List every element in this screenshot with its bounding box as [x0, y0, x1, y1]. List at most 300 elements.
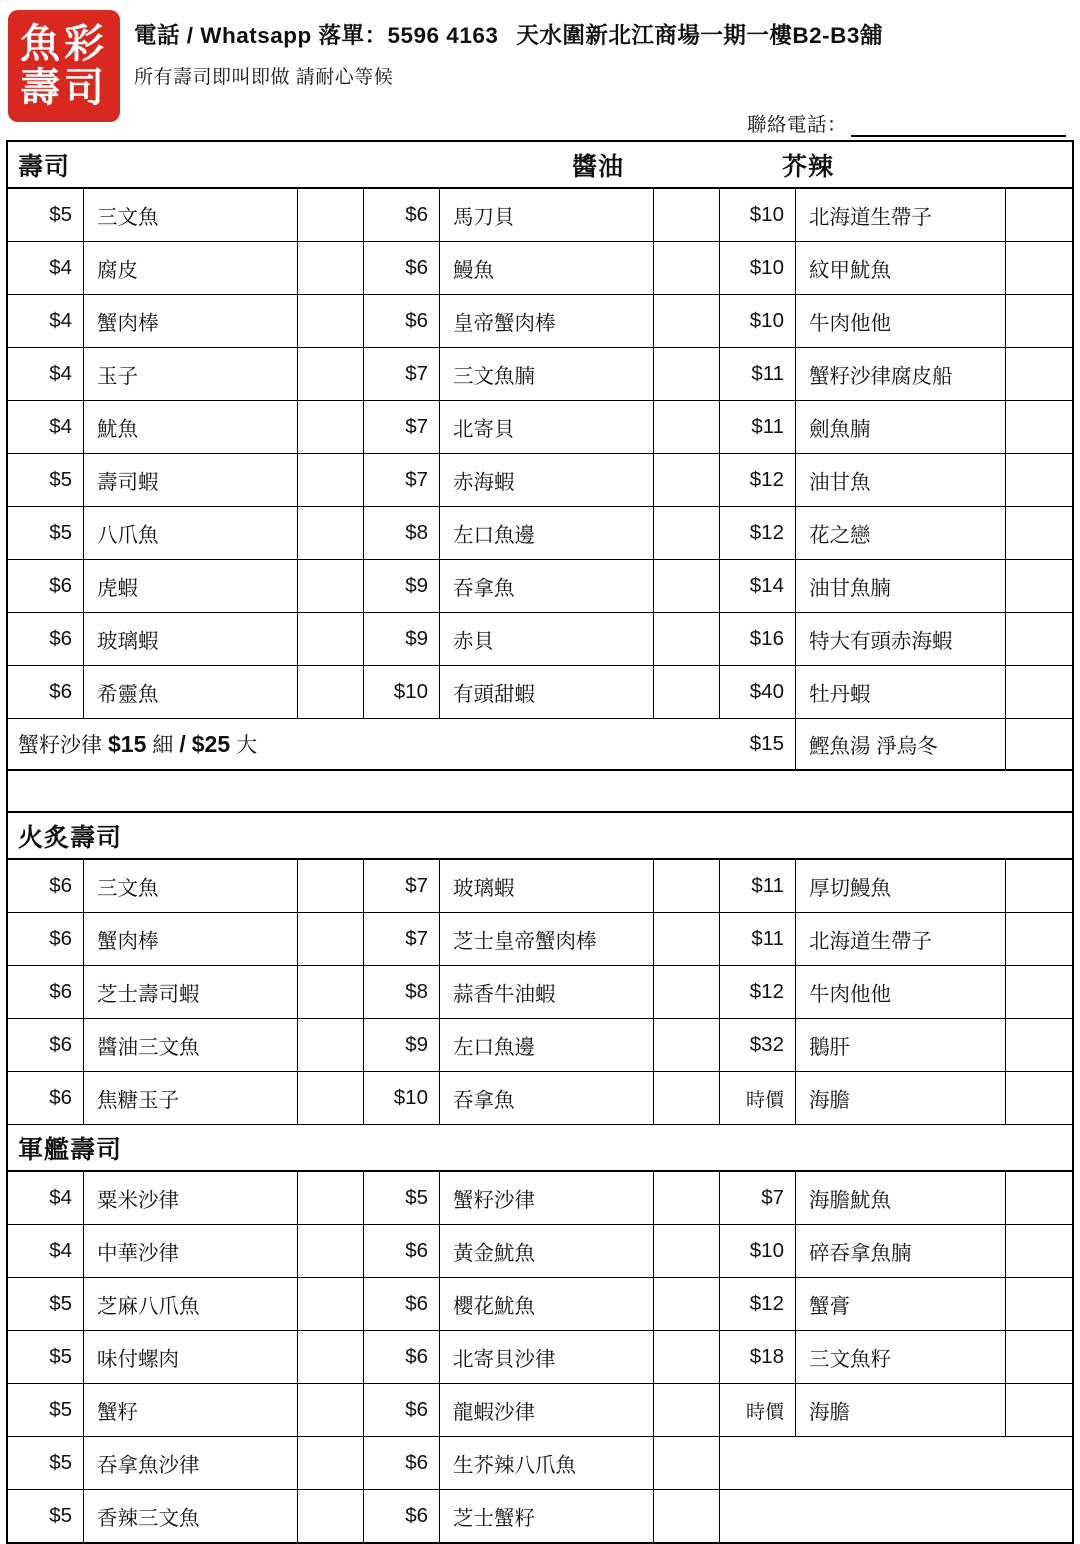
item-name: 八爪魚 — [84, 507, 298, 559]
menu-table — [6, 140, 1074, 1544]
menu-item[interactable] — [8, 1072, 364, 1124]
item-qty-box[interactable] — [654, 242, 720, 294]
item-name: 芝士蟹籽 — [440, 1490, 654, 1542]
menu-item[interactable] — [8, 1225, 364, 1277]
table-row — [8, 860, 1072, 913]
menu-item[interactable] — [364, 189, 720, 241]
item-price: $7 — [364, 860, 440, 912]
item-price: $6 — [364, 1225, 440, 1277]
item-name: 特大有頭赤海蝦 — [796, 613, 1006, 665]
item-qty-box[interactable] — [654, 1172, 720, 1224]
menu-item[interactable] — [364, 1172, 720, 1224]
table-row — [8, 913, 1072, 966]
item-price: 時價 — [720, 1384, 796, 1436]
item-qty-box[interactable] — [654, 913, 720, 965]
item-qty-box[interactable] — [654, 1331, 720, 1383]
udon-soup-entry[interactable] — [720, 719, 1072, 769]
table-row — [8, 242, 1072, 295]
item-qty-box[interactable] — [298, 189, 364, 241]
section-spacer — [8, 771, 1072, 813]
item-name: 粟米沙律 — [84, 1172, 298, 1224]
logo-line-1: 魚彩 — [20, 21, 108, 66]
item-name: 三文魚 — [84, 860, 298, 912]
item-name: 醬油三文魚 — [84, 1019, 298, 1071]
crab-roe-salad-price-small: $15 — [108, 731, 147, 757]
item-qty-box[interactable] — [654, 1019, 720, 1071]
item-price: 時價 — [720, 1072, 796, 1124]
item-qty-box[interactable] — [1006, 189, 1072, 241]
item-name: 壽司蝦 — [84, 454, 298, 506]
menu-item[interactable] — [720, 242, 1072, 294]
item-name: 左口魚邊 — [440, 1019, 654, 1071]
crab-roe-salad-price-large: $25 — [191, 731, 231, 757]
item-qty-box[interactable] — [298, 560, 364, 612]
item-price: $12 — [720, 966, 796, 1018]
item-qty-box[interactable] — [298, 242, 364, 294]
item-qty-box[interactable] — [654, 1278, 720, 1330]
menu-item[interactable] — [364, 242, 720, 294]
item-price: $7 — [364, 348, 440, 400]
item-price: $5 — [8, 507, 84, 559]
item-price: $6 — [364, 189, 440, 241]
item-name: 中華沙律 — [84, 1225, 298, 1277]
item-qty-box[interactable] — [1006, 560, 1072, 612]
item-price: $18 — [720, 1331, 796, 1383]
item-price: $11 — [720, 860, 796, 912]
item-name: 鰻魚 — [440, 242, 654, 294]
item-qty-box[interactable] — [654, 295, 720, 347]
item-price: $10 — [364, 1072, 440, 1124]
item-name: 蟹膏 — [796, 1278, 1006, 1330]
item-name: 劍魚腩 — [796, 401, 1006, 453]
item-qty-box[interactable] — [298, 295, 364, 347]
item-price: $9 — [364, 560, 440, 612]
menu-item[interactable] — [8, 1490, 364, 1542]
menu-item[interactable] — [364, 1331, 720, 1383]
item-qty-box[interactable] — [654, 348, 720, 400]
item-name: 吞拿魚沙律 — [84, 1437, 298, 1489]
menu-item[interactable] — [720, 507, 1072, 559]
item-name: 厚切鰻魚 — [796, 860, 1006, 912]
item-qty-box[interactable] — [298, 1172, 364, 1224]
item-qty-box[interactable] — [1006, 1225, 1072, 1277]
menu-item[interactable] — [720, 913, 1072, 965]
item-price: $11 — [720, 348, 796, 400]
table-row — [8, 1072, 1072, 1125]
item-qty-box[interactable] — [298, 507, 364, 559]
item-name: 芝士壽司蝦 — [84, 966, 298, 1018]
item-name: 三文魚籽 — [796, 1331, 1006, 1383]
menu-item[interactable] — [364, 348, 720, 400]
restaurant-logo — [8, 10, 120, 122]
menu-item[interactable] — [8, 560, 364, 612]
menu-item[interactable] — [364, 666, 720, 718]
item-price: $6 — [364, 1331, 440, 1383]
section-condiments — [572, 147, 1072, 183]
table-row — [8, 613, 1072, 666]
menu-item[interactable] — [720, 295, 1072, 347]
menu-item[interactable] — [8, 189, 364, 241]
menu-item[interactable] — [720, 454, 1072, 506]
price-separator: / — [179, 731, 186, 757]
item-name: 馬刀貝 — [440, 189, 654, 241]
menu-item[interactable] — [8, 666, 364, 718]
menu-item[interactable] — [8, 1019, 364, 1071]
section-header-aburi — [8, 813, 1072, 860]
contact-phone-label: 聯絡電話： — [746, 114, 847, 136]
item-price: $5 — [8, 1490, 84, 1542]
table-row — [8, 348, 1072, 401]
empty-cell — [720, 1437, 1072, 1489]
item-qty-box[interactable] — [654, 860, 720, 912]
item-price: $14 — [720, 560, 796, 612]
item-qty-box[interactable] — [654, 1225, 720, 1277]
crab-roe-salad-label: 蟹籽沙律 — [18, 734, 102, 757]
item-price: $6 — [364, 1384, 440, 1436]
menu-item[interactable] — [8, 1278, 364, 1330]
item-price: $6 — [8, 1072, 84, 1124]
menu-item[interactable] — [364, 507, 720, 559]
condiment-soy-label: 醬油 — [572, 152, 625, 181]
contact-phone-input[interactable] — [851, 117, 1066, 137]
item-price: $6 — [364, 1490, 440, 1542]
item-qty-box[interactable] — [298, 666, 364, 718]
item-price: $11 — [720, 401, 796, 453]
menu-item[interactable] — [720, 1172, 1072, 1224]
menu-item[interactable] — [8, 295, 364, 347]
item-qty-box[interactable] — [298, 1490, 364, 1542]
item-qty-box[interactable] — [654, 1437, 720, 1489]
table-row — [8, 1331, 1072, 1384]
item-price: $5 — [8, 1437, 84, 1489]
item-qty-box[interactable] — [298, 348, 364, 400]
menu-item[interactable] — [8, 613, 364, 665]
customer-contact-row — [134, 109, 1070, 137]
item-name: 香辣三文魚 — [84, 1490, 298, 1542]
item-price: $6 — [364, 242, 440, 294]
menu-item[interactable] — [720, 560, 1072, 612]
item-name: 牛肉他他 — [796, 966, 1006, 1018]
item-qty-box[interactable] — [298, 860, 364, 912]
menu-item[interactable] — [364, 454, 720, 506]
item-name: 北海道生帶子 — [796, 913, 1006, 965]
item-name: 黃金魷魚 — [440, 1225, 654, 1277]
item-name: 芝麻八爪魚 — [84, 1278, 298, 1330]
menu-item[interactable] — [8, 348, 364, 400]
item-qty-box[interactable] — [1006, 719, 1072, 769]
menu-item[interactable] — [8, 1172, 364, 1224]
item-name: 海膽魷魚 — [796, 1172, 1006, 1224]
section-title: 軍艦壽司 — [18, 1135, 123, 1164]
item-price: $7 — [364, 454, 440, 506]
menu-item[interactable] — [364, 860, 720, 912]
item-name: 油甘魚腩 — [796, 560, 1006, 612]
item-qty-box[interactable] — [1006, 1384, 1072, 1436]
table-row — [8, 1172, 1072, 1225]
menu-item[interactable] — [8, 860, 364, 912]
menu-item[interactable] — [364, 1490, 720, 1542]
item-qty-box[interactable] — [298, 401, 364, 453]
menu-item[interactable] — [364, 560, 720, 612]
menu-item[interactable] — [8, 507, 364, 559]
menu-item[interactable] — [364, 1384, 720, 1436]
item-price: $5 — [8, 1278, 84, 1330]
item-name: 海膽 — [796, 1072, 1006, 1124]
item-qty-box[interactable] — [654, 560, 720, 612]
item-qty-box[interactable] — [654, 1490, 720, 1542]
item-price: $11 — [720, 913, 796, 965]
item-price: $40 — [720, 666, 796, 718]
item-qty-box[interactable] — [1006, 295, 1072, 347]
menu-item[interactable] — [364, 1278, 720, 1330]
item-qty-box[interactable] — [298, 1331, 364, 1383]
menu-item[interactable] — [720, 666, 1072, 718]
item-qty-box[interactable] — [654, 1072, 720, 1124]
table-row — [8, 507, 1072, 560]
table-row — [8, 1278, 1072, 1331]
menu-item[interactable] — [720, 189, 1072, 241]
item-name: 龍蝦沙律 — [440, 1384, 654, 1436]
item-qty-box[interactable] — [654, 189, 720, 241]
table-row — [8, 1490, 1072, 1542]
item-name: 生芥辣八爪魚 — [440, 1437, 654, 1489]
item-price: $6 — [364, 1278, 440, 1330]
item-name: 味付螺肉 — [84, 1331, 298, 1383]
item-price: $4 — [8, 401, 84, 453]
item-price: $9 — [364, 613, 440, 665]
table-row — [8, 666, 1072, 719]
item-qty-box[interactable] — [654, 666, 720, 718]
item-name: 有頭甜蝦 — [440, 666, 654, 718]
item-name: 虎蝦 — [84, 560, 298, 612]
menu-item[interactable] — [8, 913, 364, 965]
item-qty-box[interactable] — [1006, 454, 1072, 506]
item-qty-box[interactable] — [654, 1384, 720, 1436]
item-qty-box[interactable] — [298, 1437, 364, 1489]
item-price: $10 — [720, 295, 796, 347]
item-name: 北寄貝 — [440, 401, 654, 453]
item-name: 牛肉他他 — [796, 295, 1006, 347]
table-row — [8, 189, 1072, 242]
menu-item[interactable] — [720, 1331, 1072, 1383]
item-qty-box[interactable] — [654, 401, 720, 453]
special-row-crab-salad — [8, 719, 1072, 771]
phone-whatsapp-text: 電話 / Whatsapp 落單：5596 4163 — [134, 23, 499, 48]
item-price: $4 — [8, 348, 84, 400]
item-name: 蟹籽 — [84, 1384, 298, 1436]
item-price: $5 — [8, 1384, 84, 1436]
menu-item[interactable] — [8, 454, 364, 506]
menu-item[interactable] — [8, 966, 364, 1018]
item-qty-box[interactable] — [654, 507, 720, 559]
menu-item[interactable] — [364, 295, 720, 347]
crab-roe-salad-unit-small: 細 — [152, 734, 174, 757]
item-qty-box[interactable] — [1006, 913, 1072, 965]
menu-item[interactable] — [720, 401, 1072, 453]
item-name: 魷魚 — [84, 401, 298, 453]
menu-item[interactable] — [720, 348, 1072, 400]
logo-line-2: 壽司 — [20, 65, 108, 110]
address-text: 天水圍新北江商場一期一樓B2-B3舖 — [516, 23, 883, 48]
table-row — [8, 1384, 1072, 1437]
item-name: 北寄貝沙律 — [440, 1331, 654, 1383]
item-price: $10 — [364, 666, 440, 718]
item-price: $6 — [8, 666, 84, 718]
menu-item[interactable] — [8, 242, 364, 294]
item-qty-box[interactable] — [654, 966, 720, 1018]
item-price: $7 — [720, 1172, 796, 1224]
item-price: $6 — [8, 1019, 84, 1071]
menu-item[interactable] — [720, 1278, 1072, 1330]
item-name: 腐皮 — [84, 242, 298, 294]
item-price: $12 — [720, 507, 796, 559]
item-price: $16 — [720, 613, 796, 665]
item-name: 三文魚 — [84, 189, 298, 241]
item-price: $4 — [8, 242, 84, 294]
menu-item[interactable] — [364, 401, 720, 453]
table-row — [8, 454, 1072, 507]
section-title: 火炙壽司 — [18, 823, 123, 852]
item-name: 赤海蝦 — [440, 454, 654, 506]
item-qty-box[interactable] — [298, 913, 364, 965]
contact-order-line — [134, 18, 1070, 50]
item-name: 玻璃蝦 — [84, 613, 298, 665]
item-qty-box[interactable] — [1006, 666, 1072, 718]
item-price: $7 — [364, 913, 440, 965]
item-qty-box[interactable] — [298, 966, 364, 1018]
item-price: $8 — [364, 507, 440, 559]
item-name: 蟹肉棒 — [84, 295, 298, 347]
item-price: $4 — [8, 1225, 84, 1277]
section-header-gunkan — [8, 1125, 1072, 1172]
item-qty-box[interactable] — [298, 1384, 364, 1436]
menu-item[interactable] — [364, 1019, 720, 1071]
section-title: 壽司 — [18, 152, 71, 181]
menu-item[interactable] — [364, 613, 720, 665]
item-qty-box[interactable] — [298, 1019, 364, 1071]
item-price: $9 — [364, 1019, 440, 1071]
item-price: $6 — [8, 613, 84, 665]
item-price: $15 — [720, 719, 796, 769]
item-qty-box[interactable] — [1006, 1072, 1072, 1124]
menu-item[interactable] — [364, 1437, 720, 1489]
condiment-wasabi-label: 芥辣 — [782, 152, 835, 181]
item-qty-box[interactable] — [298, 613, 364, 665]
item-name: 北海道生帶子 — [796, 189, 1006, 241]
item-price: $32 — [720, 1019, 796, 1071]
item-price: $6 — [8, 860, 84, 912]
crab-roe-salad-entry[interactable] — [8, 729, 257, 759]
item-qty-box[interactable] — [1006, 613, 1072, 665]
menu-item[interactable] — [720, 1072, 1072, 1124]
menu-item[interactable] — [364, 913, 720, 965]
item-qty-box[interactable] — [654, 454, 720, 506]
header-text-block — [120, 8, 1070, 137]
item-qty-box[interactable] — [1006, 966, 1072, 1018]
item-qty-box[interactable] — [298, 1072, 364, 1124]
item-name: 赤貝 — [440, 613, 654, 665]
section-header-sushi — [8, 142, 1072, 189]
item-name: 蟹肉棒 — [84, 913, 298, 965]
menu-item[interactable] — [8, 401, 364, 453]
item-qty-box[interactable] — [1006, 1331, 1072, 1383]
item-name: 碎吞拿魚腩 — [796, 1225, 1006, 1277]
item-qty-box[interactable] — [1006, 507, 1072, 559]
item-qty-box[interactable] — [1006, 401, 1072, 453]
item-name: 紋甲魷魚 — [796, 242, 1006, 294]
item-name: 油甘魚 — [796, 454, 1006, 506]
item-name: 牡丹蝦 — [796, 666, 1006, 718]
menu-item[interactable] — [364, 1225, 720, 1277]
item-qty-box[interactable] — [1006, 1278, 1072, 1330]
item-name: 鵝肝 — [796, 1019, 1006, 1071]
menu-item[interactable] — [720, 860, 1072, 912]
item-price: $6 — [8, 560, 84, 612]
menu-item[interactable] — [8, 1437, 364, 1489]
item-qty-box[interactable] — [298, 1278, 364, 1330]
item-qty-box[interactable] — [298, 1225, 364, 1277]
table-row — [8, 1019, 1072, 1072]
item-name: 三文魚腩 — [440, 348, 654, 400]
menu-item[interactable] — [8, 1384, 364, 1436]
page-header — [0, 0, 1080, 140]
item-qty-box[interactable] — [1006, 348, 1072, 400]
menu-item[interactable] — [720, 966, 1072, 1018]
item-price: $7 — [364, 401, 440, 453]
item-qty-box[interactable] — [1006, 242, 1072, 294]
item-qty-box[interactable] — [1006, 1019, 1072, 1071]
crab-roe-salad-unit-large: 大 — [236, 734, 258, 757]
item-name: 蒜香牛油蝦 — [440, 966, 654, 1018]
menu-item[interactable] — [364, 1072, 720, 1124]
item-price: $6 — [364, 1437, 440, 1489]
item-price: $12 — [720, 454, 796, 506]
table-row — [8, 560, 1072, 613]
menu-item[interactable] — [720, 1019, 1072, 1071]
menu-item[interactable] — [720, 613, 1072, 665]
item-qty-box[interactable] — [654, 613, 720, 665]
item-name: 海膽 — [796, 1384, 1006, 1436]
item-name: 蟹籽沙律腐皮船 — [796, 348, 1006, 400]
menu-item[interactable] — [8, 1331, 364, 1383]
item-price: $6 — [364, 295, 440, 347]
item-name: 花之戀 — [796, 507, 1006, 559]
menu-item[interactable] — [720, 1384, 1072, 1436]
item-name: 吞拿魚 — [440, 1072, 654, 1124]
item-name: 玻璃蝦 — [440, 860, 654, 912]
item-price: $6 — [8, 913, 84, 965]
table-row — [8, 401, 1072, 454]
item-price: $10 — [720, 242, 796, 294]
item-price: $10 — [720, 189, 796, 241]
item-price: $12 — [720, 1278, 796, 1330]
item-name: 焦糖玉子 — [84, 1072, 298, 1124]
item-price: $5 — [364, 1172, 440, 1224]
made-to-order-note: 所有壽司即叫即做 請耐心等候 — [134, 67, 394, 88]
item-name: 鰹魚湯 淨烏冬 — [796, 719, 1006, 769]
item-price: $5 — [8, 454, 84, 506]
item-name: 希靈魚 — [84, 666, 298, 718]
item-qty-box[interactable] — [298, 454, 364, 506]
menu-item[interactable] — [720, 1225, 1072, 1277]
menu-item[interactable] — [364, 966, 720, 1018]
empty-cell — [720, 1490, 1072, 1542]
item-qty-box[interactable] — [1006, 1172, 1072, 1224]
item-name: 蟹籽沙律 — [440, 1172, 654, 1224]
item-qty-box[interactable] — [1006, 860, 1072, 912]
item-price: $4 — [8, 295, 84, 347]
item-price: $10 — [720, 1225, 796, 1277]
